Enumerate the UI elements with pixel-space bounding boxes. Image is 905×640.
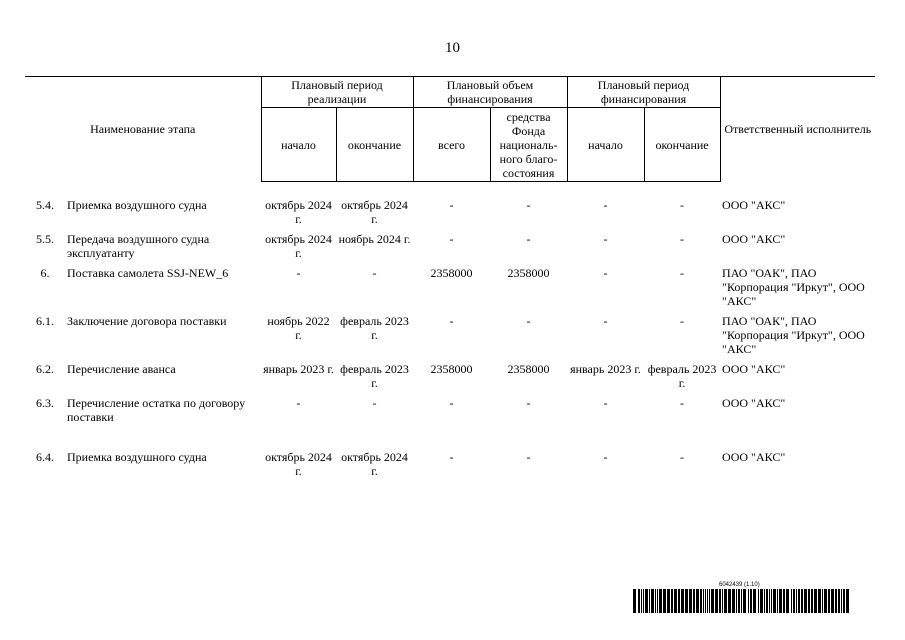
row-fund: 2358000 [507, 266, 550, 280]
row-responsible: ООО "АКС" [722, 396, 786, 410]
row-number: 5.4. [36, 198, 54, 212]
row-start: октябрь 2024 г. [265, 232, 332, 260]
row-fin-start: - [603, 450, 608, 464]
row-fin-start: - [603, 198, 608, 212]
row-end: октябрь 2024 г. [341, 198, 408, 226]
row-name: Заключение договора поставки [67, 314, 227, 328]
header-period-fin: Плановый период финансирования [567, 77, 720, 108]
row-fin-end: - [680, 232, 685, 246]
row-fund: - [526, 450, 531, 464]
row-end: октябрь 2024 г. [341, 450, 408, 478]
row-number: 5.5. [36, 232, 54, 246]
row-end: февраль 2023 г. [340, 362, 409, 390]
barcode-image [633, 589, 855, 613]
barcode-block [633, 581, 855, 613]
row-total: - [449, 450, 454, 464]
row-number: 6.3. [36, 396, 54, 410]
row-responsible: ООО "АКС" [722, 198, 786, 212]
row-total: - [449, 314, 454, 328]
row-fin-end: - [680, 314, 685, 328]
row-end: ноябрь 2024 г. [338, 232, 411, 246]
row-fin-end: - [680, 450, 685, 464]
row-responsible: ООО "АКС" [722, 362, 786, 376]
header-funding-volume: Плановый объем финансирования [413, 77, 567, 108]
row-fund: - [526, 232, 531, 246]
row-fund: - [526, 314, 531, 328]
row-fin-end: - [680, 266, 685, 280]
row-fin-start: январь 2023 г. [570, 362, 641, 376]
table-row [25, 314, 875, 362]
header-period-impl: Плановый период реализации [261, 77, 413, 108]
row-fin-end: февраль 2023 г. [647, 362, 717, 390]
row-start: октябрь 2024 г. [265, 198, 332, 226]
row-fin-start: - [603, 266, 608, 280]
row-name: Приемка воздушного судна [67, 450, 207, 464]
header-stage-name: Наименование этапа [25, 77, 261, 182]
table-row [25, 266, 875, 314]
header-fin-start: начало [567, 108, 644, 182]
page-number: 10 [445, 40, 460, 56]
row-fund: 2358000 [507, 362, 550, 376]
row-total: 2358000 [430, 362, 473, 376]
row-fin-start: - [603, 232, 608, 246]
table-row [25, 198, 875, 232]
row-fin-start: - [603, 396, 608, 410]
header-total: всего [413, 108, 490, 182]
row-name: Передача воздушного судна эксплуатанту [67, 232, 210, 260]
row-fin-end: - [680, 396, 685, 410]
row-start: октябрь 2024 г. [265, 450, 332, 478]
row-fund: - [526, 198, 531, 212]
row-responsible: ООО "АКС" [722, 450, 786, 464]
row-end: - [372, 266, 377, 280]
row-name: Перечисление аванса [67, 362, 176, 376]
row-number: 6.2. [36, 362, 54, 376]
row-end: февраль 2023 г. [340, 314, 409, 342]
table-row [25, 232, 875, 266]
row-fin-end: - [680, 198, 685, 212]
row-responsible: ПАО "ОАК", ПАО "Корпорация "Иркут", ООО "АКС" [722, 266, 865, 308]
header-fund: средства Фонда националь-ного благо-состояния [490, 108, 567, 182]
row-name: Перечисление остатка по договору поставки [67, 396, 246, 424]
row-number: 6.1. [36, 314, 54, 328]
row-number: 6. [40, 266, 50, 280]
row-name: Поставка самолета SSJ-NEW_6 [67, 266, 229, 280]
table-row [25, 396, 875, 450]
row-start: январь 2023 г. [263, 362, 334, 376]
row-fin-start: - [603, 314, 608, 328]
table-row [25, 450, 875, 484]
row-responsible: ООО "АКС" [722, 232, 786, 246]
row-total: - [449, 198, 454, 212]
stage-table [25, 76, 875, 484]
header-responsible: Ответственный исполнитель [720, 77, 875, 182]
row-fund: - [526, 396, 531, 410]
row-total: - [449, 396, 454, 410]
row-name: Приемка воздушного судна [67, 198, 207, 212]
row-start: - [296, 396, 301, 410]
row-responsible: ПАО "ОАК", ПАО "Корпорация "Иркут", ООО "АКС" [722, 314, 865, 356]
row-number: 6.4. [36, 450, 54, 464]
row-start: ноябрь 2022 г. [267, 314, 330, 342]
table-row [25, 362, 875, 396]
header-fin-end: окончание [644, 108, 720, 182]
row-end: - [372, 396, 377, 410]
row-total: 2358000 [430, 266, 473, 280]
barcode-number: 6042439 (1.10) [719, 582, 760, 588]
header-start: начало [261, 108, 336, 182]
row-total: - [449, 232, 454, 246]
row-start: - [296, 266, 301, 280]
header-end: окончание [336, 108, 413, 182]
